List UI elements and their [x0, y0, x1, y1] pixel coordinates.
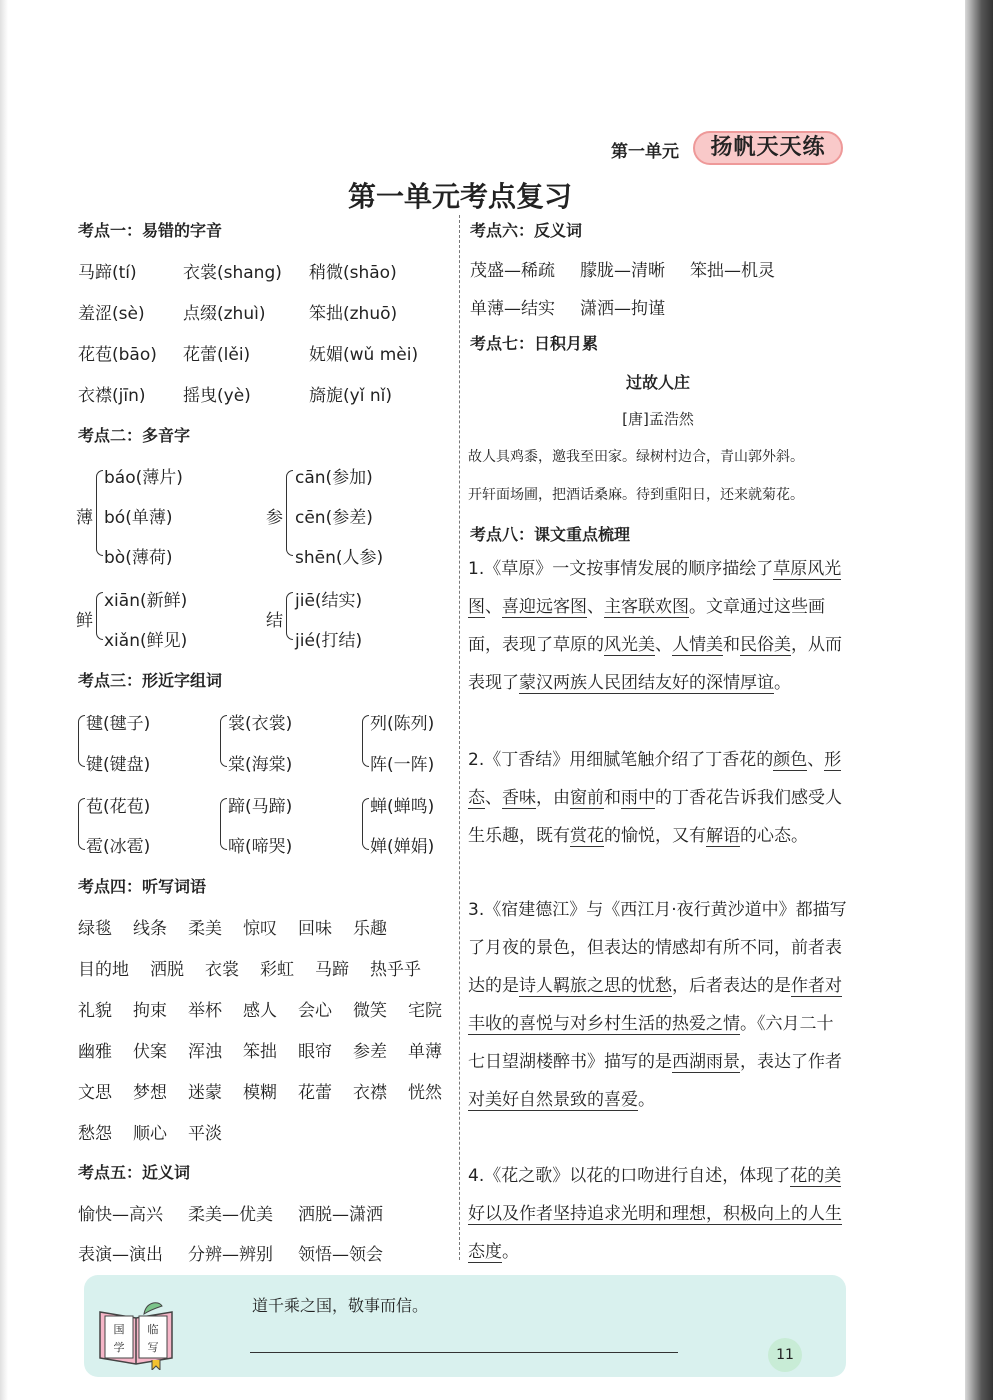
synonym-pair: 柔美—优美	[188, 1205, 273, 1225]
book-char: 学	[113, 1341, 125, 1354]
section-4-heading: 考点四：听写词语	[78, 877, 207, 896]
word-pair: 婵(婵娟)	[370, 837, 435, 857]
word-pair: 啼(啼哭)	[228, 837, 293, 857]
book-char: 写	[147, 1341, 159, 1354]
synonym-pair: 分辨—辨别	[188, 1245, 273, 1265]
footer-banner	[84, 1275, 846, 1377]
dictation-word: 伏案	[133, 1042, 167, 1062]
dictation-row	[78, 996, 442, 1021]
section-5-heading: 考点五：近义词	[78, 1163, 191, 1182]
dictation-word: 眼帘	[298, 1042, 332, 1062]
pinyin-item: 妩媚(wǔ mèi)	[309, 345, 419, 365]
polyphone-reading: xiān(新鲜)	[104, 591, 188, 611]
open-book-icon	[96, 1298, 176, 1370]
section-7-heading: 考点七：日积月累	[470, 334, 599, 353]
synonym-pair: 洒脱—潇洒	[298, 1205, 383, 1225]
synonym-row	[78, 1240, 383, 1265]
polyphone-reading: cān(参加)	[295, 468, 373, 488]
dictation-word: 花蕾	[298, 1083, 332, 1103]
pinyin-item: 点缀(zhuì)	[183, 304, 266, 324]
brace	[78, 798, 85, 850]
key-point-4: 4.《花之歌》以花的口吻进行自述，体现了花的美好以及作者坚持追求光明和理想，积极向上的人生态度。	[468, 1166, 842, 1262]
dictation-word: 宅院	[408, 1001, 442, 1021]
polyphone-reading: shēn(人参)	[295, 548, 384, 568]
brace	[286, 470, 293, 556]
section-8-heading: 考点八：课文重点梳理	[470, 525, 631, 544]
polyphone-reading: xiǎn(鲜见)	[104, 631, 188, 651]
dictation-word: 线条	[133, 919, 167, 939]
polyphone-reading: jiē(结实)	[295, 591, 363, 611]
dictation-word: 迷蒙	[188, 1083, 222, 1103]
brace	[286, 592, 293, 640]
section-3-heading: 考点三：形近字组词	[78, 671, 223, 690]
dictation-word: 惊叹	[243, 919, 277, 939]
poem-line: 开轩面场圃，把酒话桑麻。待到重阳日，还来就菊花。	[468, 487, 804, 503]
footer-quote: 道千乘之国，敬事而信。	[252, 1296, 429, 1315]
dictation-word: 愁怨	[78, 1124, 112, 1144]
dictation-word: 浑浊	[188, 1042, 222, 1062]
dictation-word: 拘束	[133, 1001, 167, 1021]
word-pair: 列(陈列)	[370, 714, 435, 734]
antonym-pair: 单薄—结实	[470, 299, 555, 319]
pinyin-item: 笨拙(zhuō)	[309, 304, 398, 324]
polyphone-reading: bò(薄荷)	[104, 548, 173, 568]
word-pair: 毽(毽子)	[86, 714, 151, 734]
dictation-word: 会心	[298, 1001, 332, 1021]
dictation-row	[78, 1078, 442, 1103]
pinyin-item: 衣裳(shang)	[183, 263, 282, 283]
dictation-word: 柔美	[188, 919, 222, 939]
section-6-heading: 考点六：反义词	[470, 221, 583, 240]
antonym-pair: 茂盛—稀疏	[470, 261, 555, 281]
book-char: 国	[113, 1323, 125, 1336]
dictation-word: 热乎乎	[370, 960, 421, 980]
page-title: 第一单元考点复习	[347, 180, 572, 213]
key-point-2: 2.《丁香结》用细腻笔触介绍了丁香花的颜色、形态、香味，由窗前和雨中的丁香花告诉我们感受人生乐趣，既有赏花的愉悦，又有解语的心态。	[468, 750, 842, 846]
dictation-word: 举杯	[188, 1001, 222, 1021]
dictation-word: 文思	[78, 1083, 112, 1103]
brace	[362, 798, 369, 850]
brace	[96, 592, 103, 640]
dictation-word: 模糊	[243, 1083, 277, 1103]
dictation-word: 微笑	[353, 1001, 387, 1021]
brace	[78, 715, 85, 767]
section-1-heading: 考点一：易错的字音	[78, 221, 223, 240]
pinyin-item: 羞涩(sè)	[78, 304, 145, 324]
dictation-word: 目的地	[78, 960, 129, 980]
dictation-word: 乐趣	[353, 919, 387, 939]
polyphone-reading: cēn(参差)	[295, 508, 373, 528]
word-pair: 雹(冰雹)	[86, 837, 151, 857]
dictation-word: 感人	[243, 1001, 277, 1021]
brace	[220, 798, 227, 850]
polyphone-char: 参	[266, 508, 283, 528]
dictation-word: 衣裳	[205, 960, 239, 980]
word-pair: 棠(海棠)	[228, 755, 293, 775]
antonym-row	[470, 256, 775, 281]
polyphone-char: 薄	[76, 508, 93, 528]
pinyin-item: 衣襟(jīn)	[78, 386, 146, 406]
pinyin-item: 摇曳(yè)	[183, 386, 251, 406]
word-pair: 蝉(蝉鸣)	[370, 797, 435, 817]
dictation-word: 平淡	[188, 1124, 222, 1144]
word-pair: 裳(衣裳)	[228, 714, 293, 734]
brace	[96, 470, 103, 556]
dictation-word: 绿毯	[78, 919, 112, 939]
pinyin-item: 花蕾(lěi)	[183, 345, 251, 365]
column-divider	[459, 215, 460, 1260]
page-number: 11	[768, 1338, 802, 1372]
poem-line: 故人具鸡黍，邀我至田家。绿树村边合，青山郭外斜。	[468, 449, 804, 465]
key-point-3: 3.《宿建德江》与《西江月·夜行黄沙道中》都描写了月夜的景色，但表达的情感却有所不同，前者表达的是诗人羁旅之思的忧愁，后者表达的是作者对丰收的喜悦与对乡村生活的热爱之情。《六月二十七日望湖楼醉书》描写的是西湖雨景，表达了作者对美好自然景致的喜爱。	[468, 900, 847, 1110]
antonym-row	[470, 294, 665, 319]
dictation-row	[78, 914, 387, 939]
dictation-word: 笨拙	[243, 1042, 277, 1062]
pinyin-item: 马蹄(tí)	[78, 263, 137, 283]
dictation-word: 幽雅	[78, 1042, 112, 1062]
antonym-pair: 朦胧—清晰	[580, 261, 665, 281]
dictation-row	[78, 1037, 442, 1062]
dictation-word: 洒脱	[150, 960, 184, 980]
pinyin-item: 稍微(shāo)	[309, 263, 397, 283]
book-char: 临	[147, 1323, 159, 1336]
pinyin-item: 旖旎(yǐ nǐ)	[309, 386, 392, 406]
poem-author: [唐]孟浩然	[622, 410, 694, 428]
dictation-word: 礼貌	[78, 1001, 112, 1021]
polyphone-char: 鲜	[76, 611, 93, 631]
word-pair: 蹄(马蹄)	[228, 797, 293, 817]
pinyin-item: 花苞(bāo)	[78, 345, 157, 365]
dictation-word: 梦想	[133, 1083, 167, 1103]
dictation-word: 恍然	[408, 1083, 442, 1103]
dictation-row	[78, 1119, 222, 1144]
polyphone-reading: bó(单薄)	[104, 508, 173, 528]
page-edge-shadow	[965, 0, 993, 1400]
unit-label: 第一单元	[611, 142, 679, 162]
word-pair: 键(键盘)	[86, 755, 151, 775]
word-pair: 苞(花苞)	[86, 797, 151, 817]
antonym-pair: 笨拙—机灵	[690, 261, 775, 281]
dictation-word: 衣襟	[353, 1083, 387, 1103]
dictation-word: 参差	[353, 1042, 387, 1062]
word-pair: 阵(一阵)	[370, 755, 435, 775]
section-2-heading: 考点二：多音字	[78, 426, 191, 445]
dictation-word: 单薄	[408, 1042, 442, 1062]
brace	[220, 715, 227, 767]
polyphone-reading: báo(薄片)	[104, 468, 183, 488]
synonym-row	[78, 1200, 383, 1225]
synonym-pair: 愉快—高兴	[78, 1205, 163, 1225]
poem-title: 过故人庄	[625, 373, 690, 392]
dictation-word: 顺心	[133, 1124, 167, 1144]
dictation-row	[78, 955, 421, 980]
brace	[362, 715, 369, 767]
dictation-word: 彩虹	[260, 960, 294, 980]
antonym-pair: 潇洒—拘谨	[580, 299, 665, 319]
dictation-word: 回味	[298, 919, 332, 939]
polyphone-char: 结	[266, 611, 283, 631]
dictation-word: 马蹄	[315, 960, 349, 980]
brand-badge: 扬帆天天练	[693, 131, 843, 165]
writing-line	[250, 1352, 678, 1353]
polyphone-reading: jié(打结)	[295, 631, 363, 651]
key-point-1: 1.《草原》一文按事情发展的顺序描绘了草原风光图、喜迎远客图、主客联欢图。文章通过这些画面，表现了草原的风光美、人情美和民俗美，从而表现了蒙汉两族人民团结友好的深情厚谊。	[468, 559, 842, 693]
synonym-pair: 领悟—领会	[298, 1245, 383, 1265]
synonym-pair: 表演—演出	[78, 1245, 163, 1265]
